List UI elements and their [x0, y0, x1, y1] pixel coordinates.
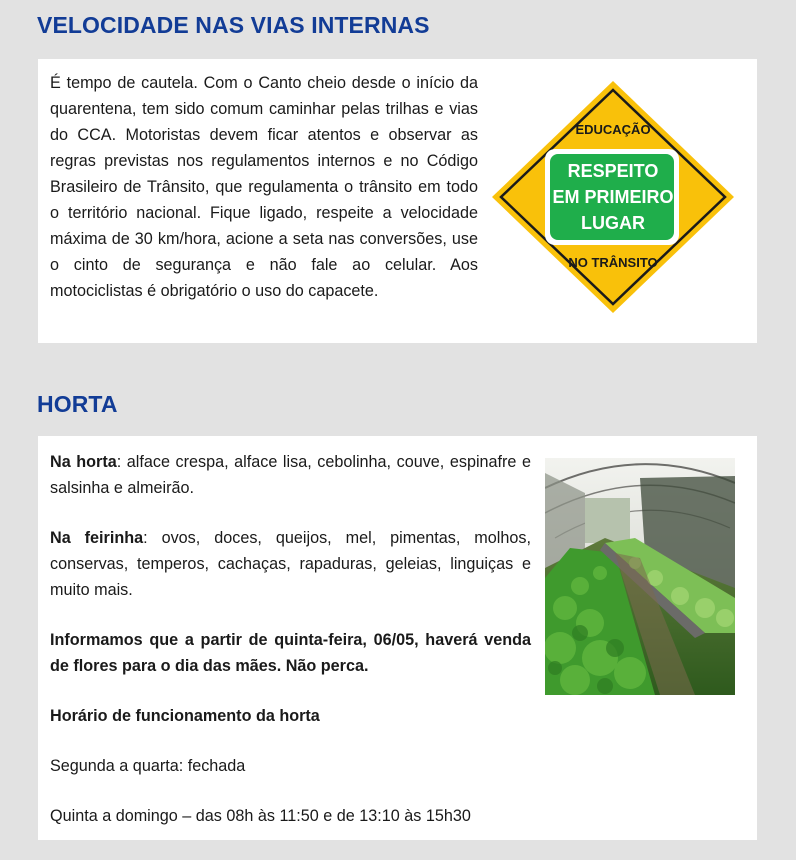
horario-line-1: Segunda a quarta: fechada: [50, 757, 246, 775]
greenhouse-photo: [545, 458, 735, 695]
traffic-sign-image: [490, 79, 736, 315]
velocidade-card: [38, 59, 757, 343]
horario-title: Horário de funcionamento da horta: [50, 707, 320, 725]
na-feirinha-label: Na feirinha: [50, 529, 144, 547]
sign-line-2: EM PRIMEIRO: [552, 187, 674, 207]
horta-card: [38, 436, 757, 840]
na-feirinha-text: : ovos, doces, queijos, mel, pimentas, molhos, conservas, temperos, cachaças, rapaduras, geleias, linguiças e muito mais.: [50, 529, 531, 599]
velocidade-paragraph: É tempo de cautela. Com o Canto cheio desde o início da quarentena, tem sido comum caminhar pelas trilhas e vias do CCA. Motoristas devem ficar atentos e observar as regras previstas nos regulamentos internos e no Código Brasileiro de Trânsito, que regulamenta o trânsito em todo o território nacional. Fique ligado, respeite a velocidade máxima de 30 km/hora, acione a seta nas conversões, use o cinto de segurança e não fale ao celular. Aos motociclistas é obrigatório o uso do capacete.: [50, 74, 478, 300]
na-feirinha-paragraph: [50, 525, 531, 603]
na-horta-label: Na horta: [50, 453, 117, 471]
sign-bottom-text: NO TRÂNSITO: [568, 255, 658, 270]
sign-line-1: RESPEITO: [567, 161, 659, 181]
sign-top-text: EDUCAÇÃO: [575, 122, 651, 137]
horario-line-2: Quinta a domingo – das 08h às 11:50 e de 13:10 às 15h30: [50, 807, 471, 825]
sign-line-3: LUGAR: [581, 213, 645, 233]
velocidade-section-title: VELOCIDADE NAS VIAS INTERNAS: [37, 12, 430, 38]
horta-text-block: [50, 449, 531, 829]
na-horta-paragraph: [50, 449, 531, 501]
aviso-paragraph: Informamos que a partir de quinta-feira, 06/05, haverá venda de flores para o dia das mães. Não perca.: [50, 631, 531, 675]
horta-section-title: HORTA: [37, 391, 118, 417]
na-horta-text: : alface crespa, alface lisa, cebolinha, couve, espinafre e salsinha e almeirão.: [50, 453, 531, 497]
